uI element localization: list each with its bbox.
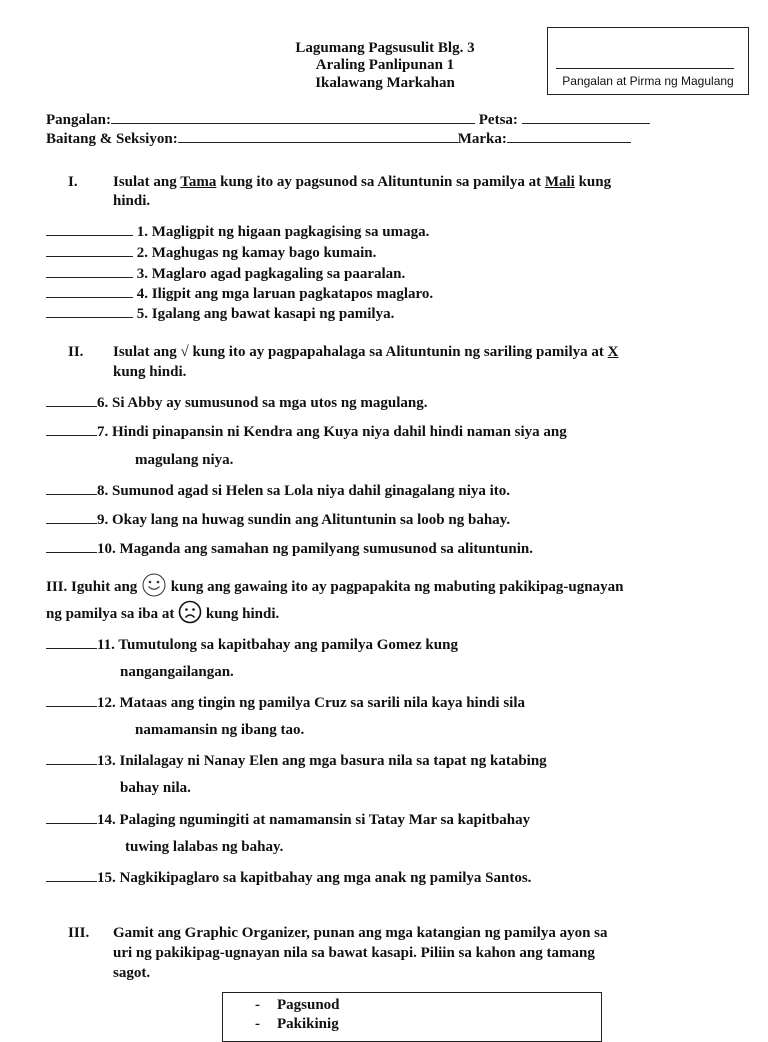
section1-instruction-text: kung ito ay pagsunod sa Alituntunin sa pamilya at: [216, 174, 545, 190]
section1-instruction-text: Isulat ang: [113, 174, 181, 190]
section4-instruction: sagot.: [113, 965, 151, 981]
answer-blank[interactable]: [46, 868, 97, 882]
section3-instruction-text: Iguhit ang: [71, 578, 138, 595]
section3-instruction-text: kung ang gawaing ito ay pagpapakita ng mabuting pakikipag-ugnayan: [170, 578, 624, 595]
section4-number: III.: [68, 925, 90, 941]
item-continuation: tuwing lalabas ng bahay.: [125, 839, 284, 855]
section3-instruction-text: ng pamilya sa iba at: [46, 605, 175, 622]
section2-instruction-line2: kung hindi.: [113, 364, 187, 380]
list-item: [46, 222, 429, 241]
list-item: [46, 393, 428, 412]
item-text: 14. Palaging ngumingiti at namamansin si Tatay Mar sa kapitbahay: [97, 812, 531, 828]
quiz-title: Lagumang Pagsusulit Blg. 3: [295, 40, 475, 56]
date-label: Petsa:: [478, 112, 518, 128]
answer-blank[interactable]: [46, 693, 97, 707]
item-continuation: namamansin ng ibang tao.: [135, 722, 305, 738]
item-text: 10. Maganda ang samahan ng pamilyang sumusunod sa alituntunin.: [97, 541, 533, 557]
list-item: [46, 264, 405, 283]
option-text: Pagsunod: [277, 997, 340, 1013]
grade-field[interactable]: [507, 129, 631, 143]
item-text: 7. Hindi pinapansin ni Kendra ang Kuya niya dahil hindi naman siya ang: [97, 424, 567, 440]
item-text: 2. Maghugas ng kamay bago kumain.: [136, 245, 377, 261]
answer-blank[interactable]: [46, 222, 133, 236]
answer-blank[interactable]: [46, 539, 97, 553]
check-mark: √: [180, 344, 189, 360]
answer-blank[interactable]: [46, 635, 97, 649]
section3-number: III.: [46, 578, 68, 595]
smiley-face-icon: [141, 572, 167, 603]
option-text: Pakikinig: [277, 1016, 339, 1032]
item-text: 6. Si Abby ay sumusunod sa mga utos ng magulang.: [97, 395, 428, 411]
answer-blank[interactable]: [46, 810, 97, 824]
list-item: [46, 510, 510, 529]
item-continuation: bahay nila.: [120, 780, 191, 796]
section3-instruction: [46, 572, 623, 603]
answer-blank[interactable]: [46, 243, 133, 257]
list-item: [46, 868, 531, 887]
answer-blank[interactable]: [46, 510, 97, 524]
answer-option: - Pagsunod: [255, 997, 340, 1013]
item-continuation: nangangailangan.: [120, 664, 234, 680]
answer-blank[interactable]: [46, 264, 133, 278]
section1-instruction: [113, 174, 611, 191]
section1-instruction-line2: hindi.: [113, 193, 151, 209]
tama-word: Tama: [180, 174, 217, 190]
list-item: [46, 810, 530, 829]
section1-instruction-text: kung: [574, 174, 612, 190]
date-field[interactable]: [522, 110, 650, 124]
answer-blank[interactable]: [46, 481, 97, 495]
answer-choices-box: [222, 992, 602, 1042]
frowning-face-icon: [178, 600, 202, 629]
section2-instruction: [113, 344, 618, 361]
item-text: 4. Iligpit ang mga laruan pagkatapos maglaro.: [136, 286, 434, 302]
name-label: Pangalan:: [46, 112, 112, 128]
section4-instruction: Gamit ang Graphic Organizer, punan ang mga katangian ng pamilya ayon sa: [113, 925, 608, 941]
section3-instruction-line2: [46, 600, 279, 629]
x-mark: X: [607, 344, 619, 360]
name-field[interactable]: [111, 110, 475, 124]
answer-option: - Pakikinig: [255, 1016, 339, 1032]
answer-blank[interactable]: [46, 304, 133, 318]
item-text: 15. Nagkikipaglaro sa kapitbahay ang mga anak ng pamilya Santos.: [97, 870, 532, 886]
item-text: 3. Maglaro agad pagkagaling sa paaralan.: [136, 266, 406, 282]
item-text: 13. Inilalagay ni Nanay Elen ang mga basura nila sa tapat ng katabing: [97, 753, 547, 769]
signature-label: Pangalan at Pirma ng Magulang: [562, 74, 734, 88]
quarter-title: Ikalawang Markahan: [315, 75, 455, 91]
answer-blank[interactable]: [46, 422, 97, 436]
mali-word: Mali: [544, 174, 575, 190]
signature-line[interactable]: [556, 68, 734, 69]
answer-blank[interactable]: [46, 284, 133, 298]
list-item: [46, 751, 547, 770]
list-item: [46, 539, 533, 558]
list-item: [46, 243, 376, 262]
list-item: [46, 284, 433, 303]
list-item: [46, 304, 394, 323]
list-item: [46, 481, 510, 500]
subject-title: Araling Panlipunan 1: [315, 57, 455, 73]
section4-instruction: uri ng pakikipag-ugnayan nila sa bawat kasapi. Piliin sa kahon ang tamang: [113, 945, 595, 961]
list-item: [46, 635, 458, 654]
grade-label: Marka:: [457, 131, 507, 147]
item-text: 5. Igalang ang bawat kasapi ng pamilya.: [136, 306, 395, 322]
item-text: 11. Tumutulong sa kapitbahay ang pamilya Gomez kung: [97, 637, 458, 653]
section-row: [46, 129, 631, 148]
section2-instruction-text: Isulat ang: [113, 344, 181, 360]
list-item: [46, 693, 525, 712]
answer-blank[interactable]: [46, 751, 97, 765]
item-text: 8. Sumunod agad si Helen sa Lola niya dahil ginagalang niya ito.: [97, 483, 511, 499]
section2-instruction-text: kung ito ay pagpapahalaga sa Alituntunin ng sariling pamilya at: [188, 344, 608, 360]
section1-number: I.: [68, 174, 78, 190]
answer-blank[interactable]: [46, 393, 97, 407]
section3-instruction-text: kung hindi.: [205, 605, 280, 622]
name-row: [46, 110, 650, 129]
item-text: 9. Okay lang na huwag sundin ang Alituntunin sa loob ng bahay.: [97, 512, 511, 528]
item-text: 12. Mataas ang tingin ng pamilya Cruz sa sarili nila kaya hindi sila: [97, 695, 525, 711]
parent-signature-box: [547, 27, 749, 95]
section2-number: II.: [68, 344, 84, 360]
section-field[interactable]: [178, 129, 458, 143]
item-text: 1. Magligpit ng higaan pagkagising sa umaga.: [136, 224, 430, 240]
list-item: [46, 422, 567, 441]
section-label: Baitang & Seksiyon:: [46, 131, 178, 147]
item-continuation: magulang niya.: [135, 452, 234, 468]
